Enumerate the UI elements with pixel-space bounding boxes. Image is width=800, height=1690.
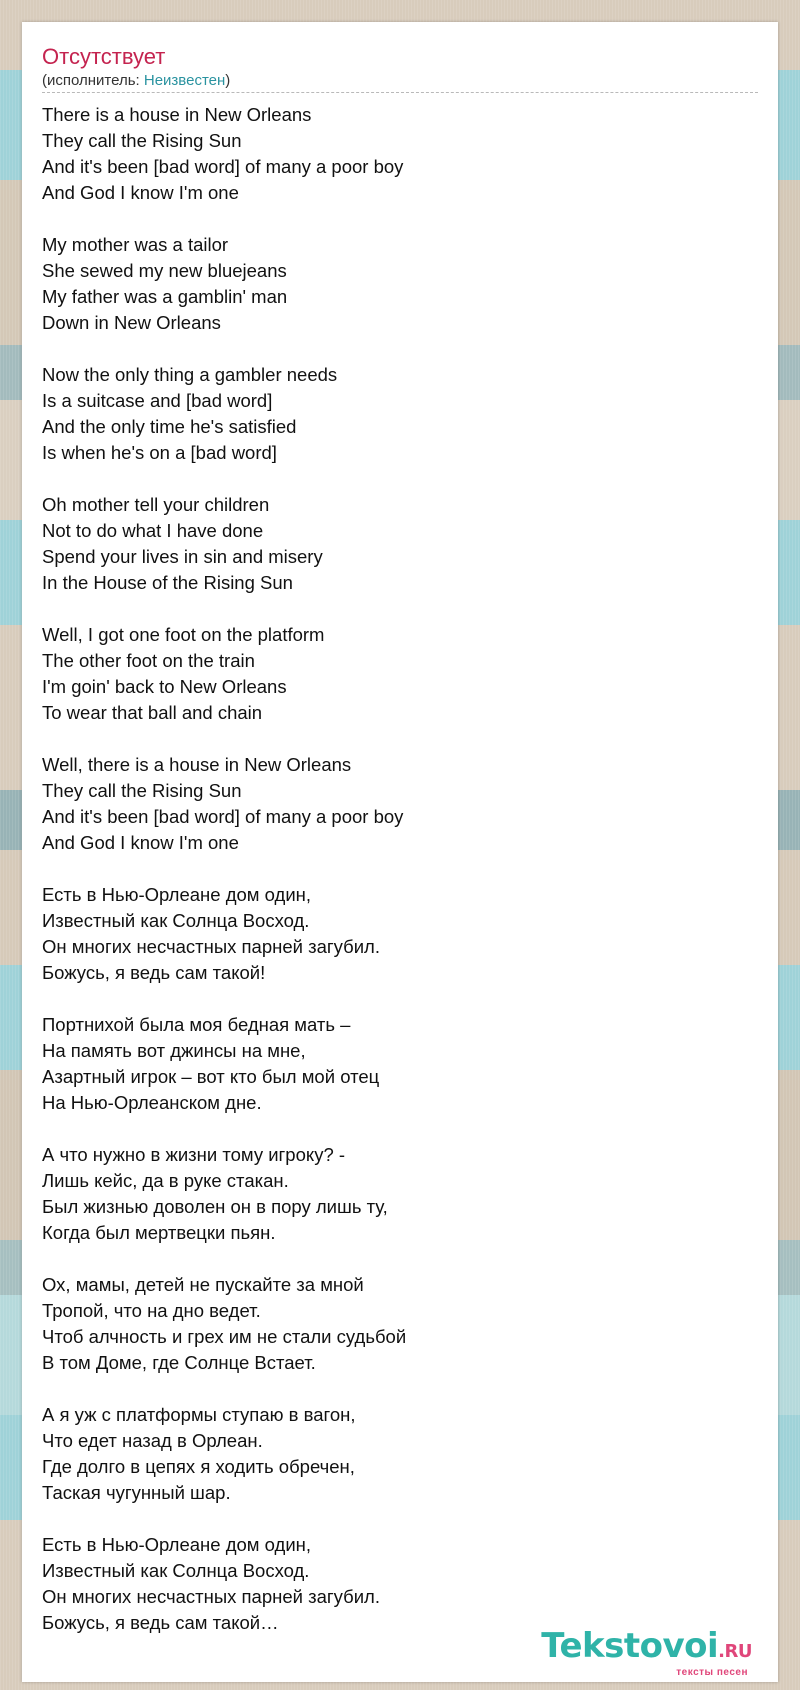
- lyrics-line: My mother was a tailor: [42, 234, 229, 255]
- lyrics-line: Таская чугунный шар.: [42, 1482, 231, 1503]
- lyrics-line: And God I know I'm one: [42, 182, 239, 203]
- lyrics-stanza: [42, 1012, 742, 1116]
- header-divider: [42, 92, 758, 93]
- lyrics-stanza: [42, 1272, 742, 1376]
- lyrics-line: Лишь кейс, да в руке стакан.: [42, 1170, 289, 1191]
- lyrics-line: Известный как Солнца Восход.: [42, 1560, 310, 1581]
- lyrics-line: And God I know I'm one: [42, 832, 239, 853]
- lyrics-line: Down in New Orleans: [42, 312, 221, 333]
- lyrics-line: In the House of the Rising Sun: [42, 572, 293, 593]
- lyrics-line: Азартный игрок – вот кто был мой отец: [42, 1066, 380, 1087]
- lyrics-line: Well, there is a house in New Orleans: [42, 754, 352, 775]
- lyrics-line: She sewed my new bluejeans: [42, 260, 287, 281]
- lyrics-line: Oh mother tell your children: [42, 494, 270, 515]
- lyrics-line: Not to do what I have done: [42, 520, 264, 541]
- artist-line: [42, 72, 230, 90]
- lyrics-line: The other foot on the train: [42, 650, 255, 671]
- site-logo[interactable]: [541, 1626, 752, 1678]
- lyrics-line: My father was a gamblin' man: [42, 286, 288, 307]
- lyrics-line: Он многих несчастных парней загубил.: [42, 936, 380, 957]
- logo-name: Tekstovoi: [541, 1626, 719, 1666]
- lyrics-line: Тропой, что на дно ведет.: [42, 1300, 261, 1321]
- lyrics-stanza: [42, 102, 742, 206]
- lyrics-line: В том Доме, где Солнце Встает.: [42, 1352, 316, 1373]
- lyrics-line: Is a suitcase and [bad word]: [42, 390, 273, 411]
- lyrics-line: Портнихой была моя бедная мать –: [42, 1014, 351, 1035]
- song-title: Отсутствует: [42, 44, 166, 69]
- lyrics-line: Он многих несчастных парней загубил.: [42, 1586, 380, 1607]
- lyrics-line: They call the Rising Sun: [42, 780, 242, 801]
- lyrics-line: They call the Rising Sun: [42, 130, 242, 151]
- lyrics-line: Is when he's on a [bad word]: [42, 442, 277, 463]
- logo-tagline: тексты песен: [676, 1667, 748, 1678]
- lyrics-stanza: [42, 362, 742, 466]
- lyrics-stanza: [42, 882, 742, 986]
- lyrics-line: Spend your lives in sin and misery: [42, 546, 323, 567]
- lyrics-line: На память вот джинсы на мне,: [42, 1040, 306, 1061]
- lyrics-line: Божусь, я ведь сам такой…: [42, 1612, 279, 1633]
- lyrics-line: There is a house in New Orleans: [42, 104, 312, 125]
- artist-prefix: (исполнитель:: [42, 72, 144, 89]
- lyrics-line: Где долго в цепях я ходить обречен,: [42, 1456, 355, 1477]
- lyrics-line: Был жизнью доволен он в пору лишь ту,: [42, 1196, 388, 1217]
- lyrics-line: Есть в Нью-Орлеане дом один,: [42, 884, 312, 905]
- lyrics-stanza: [42, 1142, 742, 1246]
- lyrics-line: Чтоб алчность и грех им не стали судьбой: [42, 1326, 407, 1347]
- lyrics-line: Божусь, я ведь сам такой!: [42, 962, 266, 983]
- lyrics-line: На Нью-Орлеанском дне.: [42, 1092, 262, 1113]
- lyrics-line: To wear that ball and chain: [42, 702, 263, 723]
- lyrics-line: And it's been [bad word] of many a poor boy: [42, 156, 404, 177]
- lyrics-body: [42, 102, 742, 1662]
- lyrics-line: Что едет назад в Орлеан.: [42, 1430, 263, 1451]
- lyrics-line: And the only time he's satisfied: [42, 416, 297, 437]
- lyrics-line: А я уж с платформы ступаю в вагон,: [42, 1404, 356, 1425]
- lyrics-stanza: [42, 752, 742, 856]
- lyrics-line: Есть в Нью-Орлеане дом один,: [42, 1534, 312, 1555]
- lyrics-stanza: [42, 1402, 742, 1506]
- lyrics-stanza: [42, 1532, 742, 1636]
- lyrics-stanza: [42, 492, 742, 596]
- artist-suffix: ): [225, 72, 231, 89]
- lyrics-stanza: [42, 232, 742, 336]
- lyrics-line: А что нужно в жизни тому игроку? -: [42, 1144, 346, 1165]
- lyrics-line: Well, I got one foot on the platform: [42, 624, 325, 645]
- lyrics-line: Ох, мамы, детей не пускайте за мной: [42, 1274, 364, 1295]
- lyrics-stanza: [42, 622, 742, 726]
- artist-link[interactable]: Неизвестен: [143, 72, 226, 89]
- lyrics-line: I'm goin' back to New Orleans: [42, 676, 287, 697]
- lyrics-card: [22, 22, 778, 1682]
- lyrics-line: Now the only thing a gambler needs: [42, 364, 338, 385]
- lyrics-line: Известный как Солнца Восход.: [42, 910, 310, 931]
- logo-wordmark: [541, 1626, 752, 1669]
- lyrics-line: Когда был мертвецки пьян.: [42, 1222, 276, 1243]
- lyrics-line: And it's been [bad word] of many a poor boy: [42, 806, 404, 827]
- logo-tld: .RU: [718, 1641, 752, 1662]
